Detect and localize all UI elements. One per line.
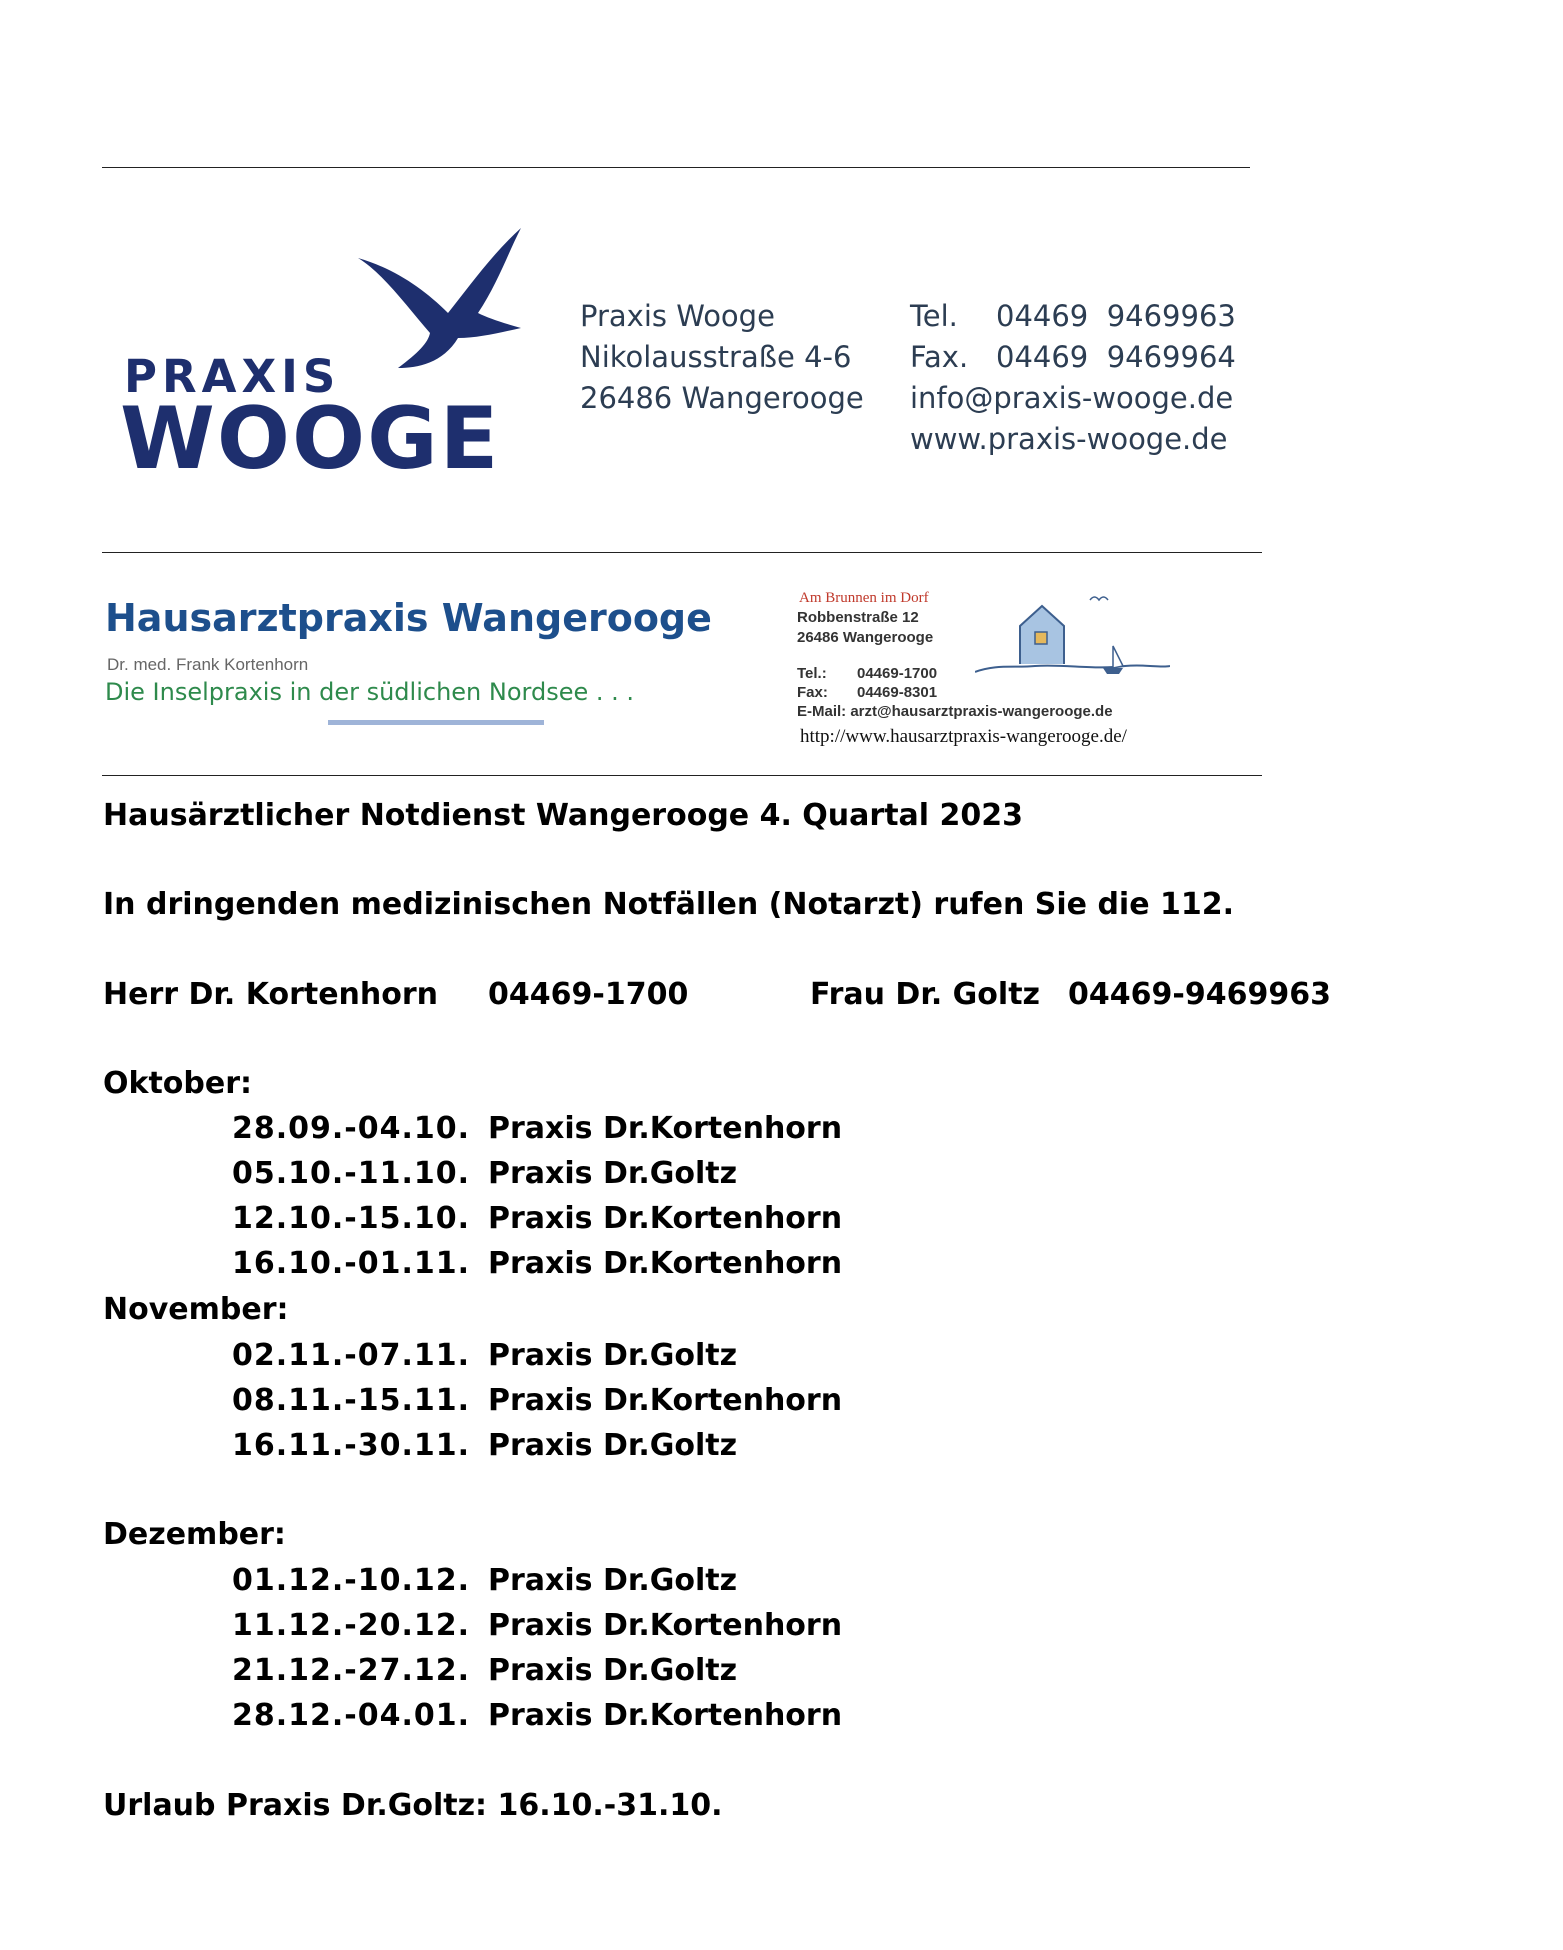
- emergency-note: In dringenden medizinischen Notfällen (Notarzt) rufen Sie die 112.: [103, 887, 1235, 922]
- hausarzt-street: Robbenstraße 12: [797, 609, 919, 626]
- wooge-address: [580, 296, 864, 419]
- wooge-contact: [910, 296, 1236, 460]
- wooge-fax: [910, 337, 1236, 378]
- schedule-practice: Praxis Dr.Kortenhorn: [488, 1111, 843, 1146]
- schedule-dates: 21.12.-27.12.: [232, 1653, 471, 1688]
- schedule-dates: 28.12.-04.01.: [232, 1698, 471, 1733]
- schedule-practice: Praxis Dr.Goltz: [488, 1563, 738, 1598]
- hausarzt-email-label: E-Mail:: [797, 703, 847, 720]
- schedule-row: [232, 1111, 842, 1146]
- hausarzt-slogan: Die Inselpraxis in der südlichen Nordsee . . .: [105, 678, 635, 706]
- wooge-tel-value: 04469 9469963: [996, 299, 1236, 333]
- schedule-row: [232, 1338, 737, 1373]
- schedule-practice: Praxis Dr.Kortenhorn: [488, 1383, 843, 1418]
- schedule-dates: 28.09.-04.10.: [232, 1111, 471, 1146]
- middle-divider: [102, 552, 1262, 553]
- hausarzt-url: http://www.hausarztpraxis-wangerooge.de/: [800, 726, 1127, 747]
- schedule-row: [232, 1383, 842, 1418]
- hausarzt-place: Am Brunnen im Dorf: [799, 590, 929, 606]
- schedule-dates: 16.11.-30.11.: [232, 1428, 471, 1463]
- doctor1-name: Herr Dr. Kortenhorn: [103, 977, 439, 1012]
- schedule-practice: Praxis Dr.Goltz: [488, 1338, 738, 1373]
- hausarzt-city: 26486 Wangerooge: [797, 629, 934, 646]
- hausarzt-address: [797, 608, 933, 648]
- doctor2-name: Frau Dr. Goltz: [810, 977, 1040, 1012]
- schedule-practice: Praxis Dr.Goltz: [488, 1156, 738, 1191]
- schedule-row: [232, 1563, 737, 1598]
- logo-word-praxis: PRAXIS: [124, 350, 341, 403]
- schedule-row: [232, 1428, 737, 1463]
- wooge-address-street: Nikolausstraße 4-6: [580, 340, 852, 374]
- schedule-row: [232, 1201, 842, 1236]
- vacation-note: Urlaub Praxis Dr.Goltz: 16.10.-31.10.: [103, 1788, 723, 1823]
- top-divider: [102, 167, 1250, 168]
- seagull-icon: [358, 228, 533, 373]
- notice-heading: Hausärztlicher Notdienst Wangerooge 4. Quartal 2023: [103, 798, 1024, 833]
- wooge-address-city: 26486 Wangerooge: [580, 381, 864, 415]
- hausarzt-title: Hausarztpraxis Wangerooge: [105, 596, 712, 640]
- praxis-wooge-logo: [110, 228, 540, 488]
- wooge-address-name: Praxis Wooge: [580, 299, 775, 333]
- schedule-row: [232, 1156, 737, 1191]
- house-boat-icon: [975, 594, 1170, 684]
- schedule-dates: 12.10.-15.10.: [232, 1201, 471, 1236]
- schedule-dates: 16.10.-01.11.: [232, 1246, 471, 1281]
- month-label-oktober: Oktober:: [103, 1066, 253, 1101]
- schedule-row: [232, 1608, 842, 1643]
- schedule-practice: Praxis Dr.Goltz: [488, 1653, 738, 1688]
- logo-word-wooge: WOOGE: [120, 389, 501, 489]
- hausarzt-email: [797, 702, 1113, 721]
- schedule-dates: 01.12.-10.12.: [232, 1563, 471, 1598]
- doctor2-phone: 04469-9469963: [1068, 977, 1331, 1012]
- wooge-email: info@praxis-wooge.de: [910, 381, 1234, 415]
- bottom-divider: [102, 775, 1262, 776]
- month-label-dezember: Dezember:: [103, 1517, 286, 1552]
- schedule-row: [232, 1653, 737, 1688]
- hausarzt-tel-label: Tel.:: [797, 665, 827, 682]
- schedule-practice: Praxis Dr.Goltz: [488, 1428, 738, 1463]
- month-label-november: November:: [103, 1292, 289, 1327]
- wooge-web: www.praxis-wooge.de: [910, 422, 1228, 456]
- hausarzt-email-value: arzt@hausarztpraxis-wangerooge.de: [850, 703, 1113, 720]
- schedule-dates: 08.11.-15.11.: [232, 1383, 471, 1418]
- schedule-dates: 11.12.-20.12.: [232, 1608, 471, 1643]
- hausarzt-fax: [797, 683, 1113, 702]
- wooge-tel-label: Tel.: [910, 299, 958, 333]
- schedule-row: [232, 1246, 842, 1281]
- hausarzt-fax-value: 04469-8301: [857, 684, 938, 701]
- schedule-practice: Praxis Dr.Kortenhorn: [488, 1698, 843, 1733]
- schedule-practice: Praxis Dr.Kortenhorn: [488, 1201, 843, 1236]
- schedule-dates: 02.11.-07.11.: [232, 1338, 471, 1373]
- doctor1-phone: 04469-1700: [488, 977, 689, 1012]
- schedule-dates: 05.10.-11.10.: [232, 1156, 471, 1191]
- wooge-fax-value: 04469 9469964: [996, 340, 1236, 374]
- hausarzt-tel-value: 04469-1700: [857, 665, 938, 682]
- hausarzt-underline-bar: [328, 720, 544, 725]
- hausarzt-fax-label: Fax:: [797, 684, 828, 701]
- wooge-tel: [910, 296, 1236, 337]
- schedule-row: [232, 1698, 842, 1733]
- hausarzt-doctor: Dr. med. Frank Kortenhorn: [107, 655, 309, 674]
- schedule-practice: Praxis Dr.Kortenhorn: [488, 1608, 843, 1643]
- schedule-practice: Praxis Dr.Kortenhorn: [488, 1246, 843, 1281]
- wooge-fax-label: Fax.: [910, 340, 969, 374]
